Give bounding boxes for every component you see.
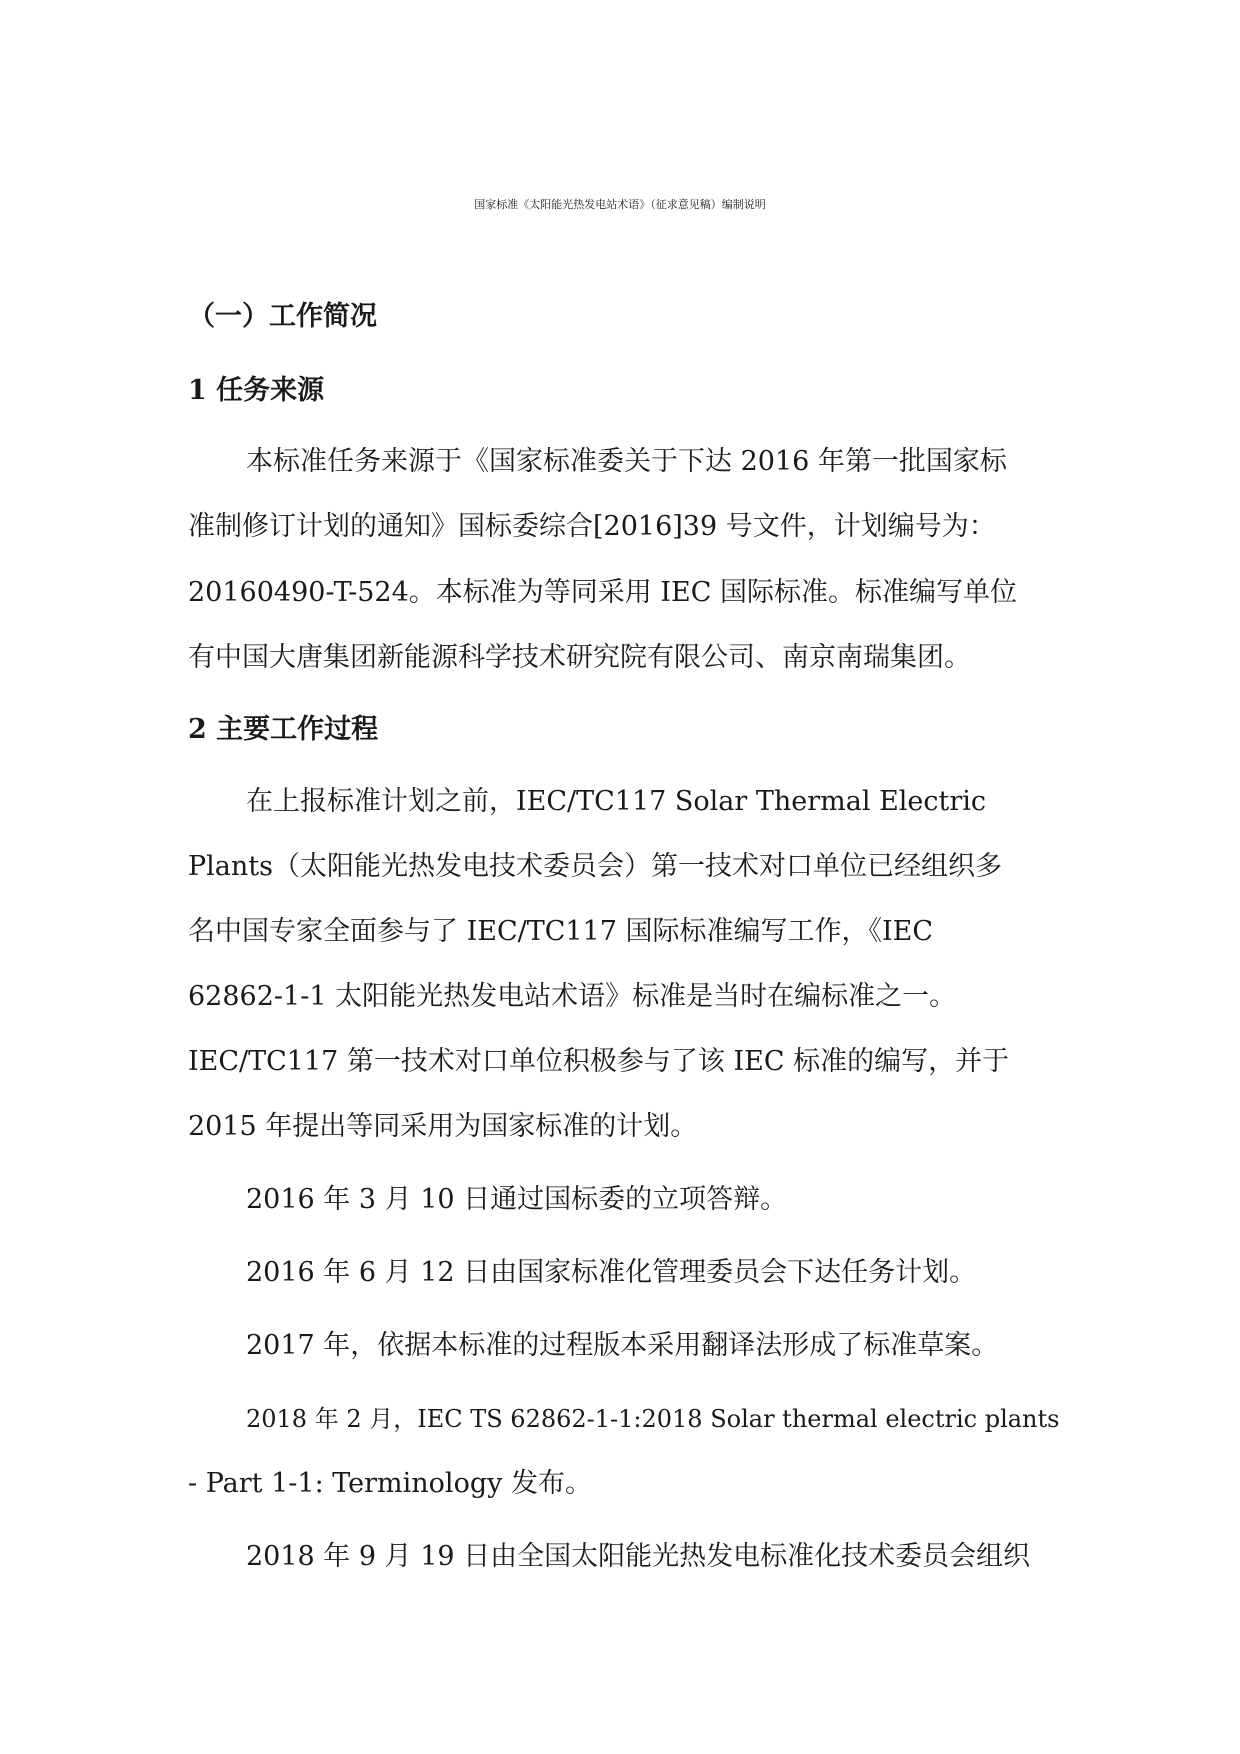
subsection-heading-main-work-process: 2 主要工作过程: [188, 714, 379, 745]
document-title: 国家标准《太阳能光热发电站术语》（征求意见稿）编制说明: [474, 198, 766, 211]
section-heading-work-overview: （一）工作简况: [188, 301, 377, 332]
paragraph-line: 62862-1-1 太阳能光热发电站术语》标准是当时在编标准之一。: [188, 981, 957, 1012]
subsection-heading-task-source: 1 任务来源: [188, 375, 325, 406]
paragraph-line: 2018 年 9 月 19 日由全国太阳能光热发电标准化技术委员会组织: [246, 1541, 1031, 1572]
paragraph-line: - Part 1-1: Terminology 发布。: [188, 1468, 592, 1499]
paragraph-line: 本标准任务来源于《国家标准委关于下达 2016 年第一批国家标: [246, 446, 1007, 477]
paragraph-line: 2015 年提出等同采用为国家标准的计划。: [188, 1111, 698, 1142]
paragraph-line: 2016 年 6 月 12 日由国家标准化管理委员会下达任务计划。: [246, 1257, 977, 1288]
paragraph-line: 准制修订计划的通知》国标委综合[2016]39 号文件，计划编号为：: [188, 511, 996, 542]
paragraph-line: Plants（太阳能光热发电技术委员会）第一技术对口单位已经组织多: [188, 851, 1002, 882]
paragraph-line: 2017 年，依据本标准的过程版本采用翻译法形成了标准草案。: [246, 1330, 999, 1361]
paragraph-line: 在上报标准计划之前，IEC/TC117 Solar Thermal Electric: [246, 786, 987, 817]
paragraph-line: 有中国大唐集团新能源科学技术研究院有限公司、南京南瑞集团。: [188, 642, 971, 673]
paragraph-line: 2016 年 3 月 10 日通过国标委的立项答辩。: [246, 1184, 788, 1215]
paragraph-line: 20160490-T-524。本标准为等同采用 IEC 国际标准。标准编写单位: [188, 577, 1017, 608]
paragraph-line: 名中国专家全面参与了 IEC/TC117 国际标准编写工作，《IEC: [188, 916, 934, 947]
paragraph-line: IEC/TC117 第一技术对口单位积极参与了该 IEC 标准的编写，并于: [188, 1046, 1010, 1077]
paragraph-line: 2018 年 2 月，IEC TS 62862-1-1:2018 Solar thermal electric plants: [246, 1405, 1060, 1433]
